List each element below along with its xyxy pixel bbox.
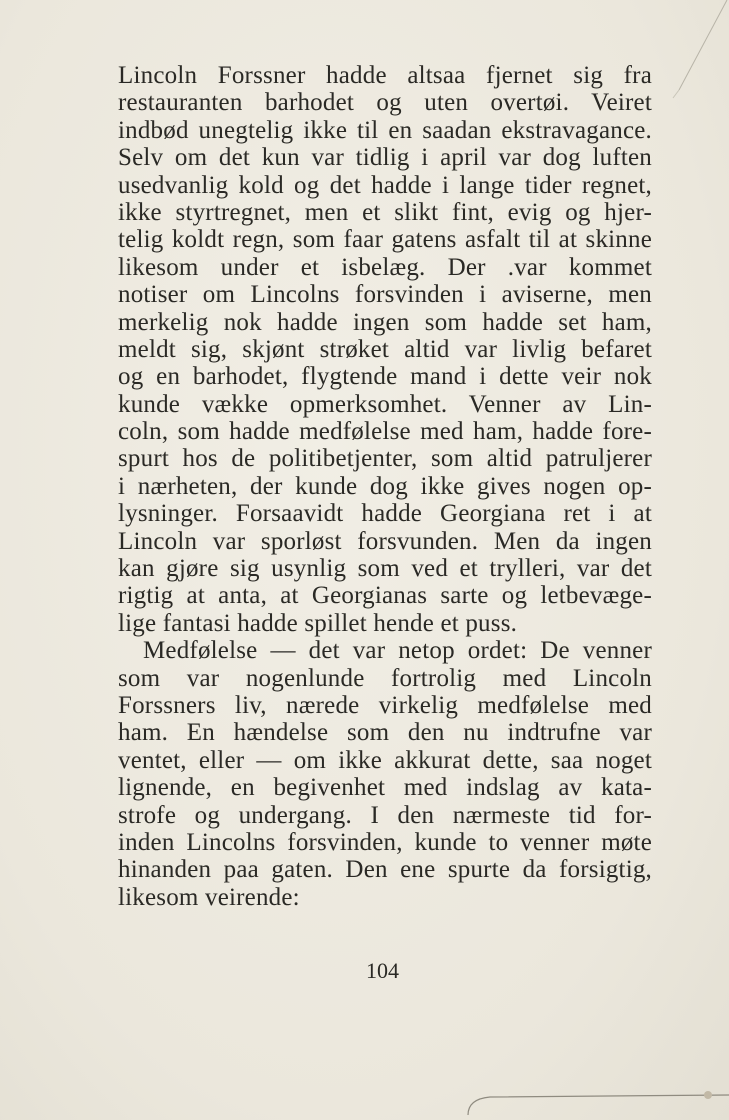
text-line: usedvanlig kold og det hadde i lange tider regnet, (118, 171, 652, 199)
text-line: notiser om Lincolns forsvinden i aviserne, men (118, 281, 652, 309)
text-line: hinanden paa gaten. Den ene spurte da forsigtig, (118, 856, 652, 884)
bottom-edge-mark (460, 1085, 729, 1120)
paragraph-2 (118, 637, 652, 911)
text-line: coln, som hadde medfølelse med ham, hadde fore- (118, 418, 652, 446)
text-line: spurt hos de politibetjenter, som altid patruljerer (118, 445, 652, 473)
text-line: som var nogenlunde fortrolig med Lincoln (118, 664, 652, 692)
text-line: og en barhodet, flygtende mand i dette veir nok (118, 363, 652, 391)
page-number: 104 (366, 958, 399, 983)
text-line: Lincoln var sporløst forsvunden. Men da ingen (118, 527, 652, 555)
text-line: ham. En hændelse som den nu indtrufne var (118, 719, 652, 747)
text-line: Forssners liv, nærede virkelig medfølelse med (118, 691, 652, 719)
text-line: kan gjøre sig usynlig som ved et trylleri, var det (118, 555, 652, 583)
text-line: likesom veirende: (118, 883, 300, 911)
text-line: i nærheten, der kunde dog ikke gives nogen op- (118, 472, 652, 500)
text-line: Selv om det kun var tidlig i april var dog luften (118, 144, 652, 172)
text-line: lige fantasi hadde spillet hende et puss. (118, 609, 518, 637)
text-line: strofe og undergang. I den nærmeste tid for- (118, 801, 652, 829)
text-line: telig koldt regn, som faar gatens asfalt til at skinne (118, 226, 652, 254)
text-line: lysninger. Forsaavidt hadde Georgiana ret i at (118, 500, 652, 528)
text-line: rigtig at anta, at Georgianas sarte og letbevæge- (118, 582, 652, 610)
text-line: ikke styrtregnet, men et slikt fint, evig og hjer- (118, 198, 652, 226)
text-line: Medfølelse — det var netop ordet: De venner (143, 637, 652, 665)
paragraph-1 (118, 62, 652, 637)
text-line: lignende, en begivenhet med indslag av kata- (118, 774, 652, 802)
text-line: restauranten barhodet og uten overtøi. Veiret (118, 89, 652, 117)
text-line: likesom under et isbelæg. Der .var kommet (118, 253, 652, 281)
page-corner-fold (669, 0, 729, 110)
text-line: meldt sig, skjønt strøket altid var livlig befaret (118, 335, 652, 363)
text-line: indbød unegtelig ikke til en saadan ekstravagance. (118, 116, 652, 144)
text-line: merkelig nok hadde ingen som hadde set ham, (118, 308, 652, 336)
text-line: kunde vække opmerksomhet. Venner av Lin- (118, 390, 652, 418)
text-line: Lincoln Forssner hadde altsaa fjernet sig fra (118, 62, 652, 89)
text-line: ventet, eller — om ikke akkurat dette, saa noget (118, 746, 652, 774)
body-text (118, 62, 652, 911)
text-line: inden Lincolns forsvinden, kunde to venner møte (118, 828, 652, 856)
